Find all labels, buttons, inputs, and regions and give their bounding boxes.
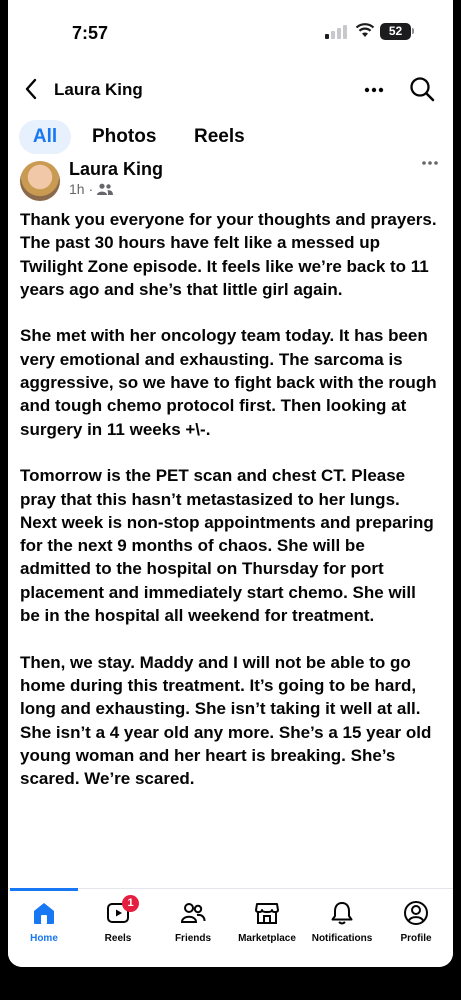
ellipsis-icon[interactable] [363,79,385,101]
tab-all[interactable]: All [19,120,71,154]
nav-label: Profile [400,933,432,944]
post-options-icon[interactable] [421,158,439,168]
active-tab-indicator [10,888,78,891]
nav-label: Marketplace [238,933,296,944]
search-icon[interactable] [409,76,435,102]
clock: 7:57 [72,23,109,43]
filter-tabs [8,120,453,156]
cellular-signal-icon [325,25,347,39]
battery-cap [412,28,414,34]
bell-icon [329,900,355,926]
phone-screen [8,0,453,967]
avatar[interactable] [20,161,60,201]
post-header [8,158,453,202]
bottom-tab-bar [8,888,453,967]
marketplace-icon [254,900,280,926]
nav-label: Notifications [311,933,373,944]
home-icon [31,900,57,926]
nav-label: Reels [104,933,132,944]
top-nav [8,70,453,110]
nav-label: Home [30,933,58,944]
post-paragraph: Thank you everyone for your thoughts and prayers. The past 30 hours have felt like a messed up Twilight Zone episode. It feels like we’re back to 11 years ago and she’s that little girl again. [20,210,437,299]
friends-icon [97,183,113,195]
post-time: 1h [69,181,85,197]
post-paragraph: Then, we stay. Maddy and I will not be able to go home during this treatment. It’s going to be hard, long and exhausting. She isn’t taking it well at all. She isn’t a 4 year old any more. She’s a 15 year old young woman and her heart is breaking. She’s scared. We’re scared. [20,652,432,789]
battery-icon: 52 [380,23,411,40]
tab-photos[interactable]: Photos [92,126,157,147]
post-meta: 1h · [69,181,113,197]
friends-icon [180,900,206,926]
nav-label: Friends [174,933,212,944]
wifi-icon [355,22,375,38]
page-title: Laura King [54,80,143,99]
tab-reels[interactable]: Reels [194,126,245,147]
post-paragraph: She met with her oncology team today. It has been very emotional and exhausting. The sarcoma is aggressive, so we have to fight back with the rough and tough chemo protocol first. Then looking at surgery in 11 weeks +\-. [20,326,437,439]
post-author[interactable]: Laura King [69,159,164,179]
post-body [20,208,440,814]
notification-badge: 1 [122,895,139,912]
status-bar [8,0,453,62]
profile-icon [403,900,429,926]
post-paragraph: Tomorrow is the PET scan and chest CT. Please pray that this hasn’t metastasized to her lungs. Next week is non-stop appointments and preparing for the next 9 months of chaos. She will be admitted to the hospital on Thursday for port placement and immediately start chemo. She will be in the hospital all weekend for treatment. [20,466,434,626]
back-arrow-icon[interactable] [24,78,38,100]
